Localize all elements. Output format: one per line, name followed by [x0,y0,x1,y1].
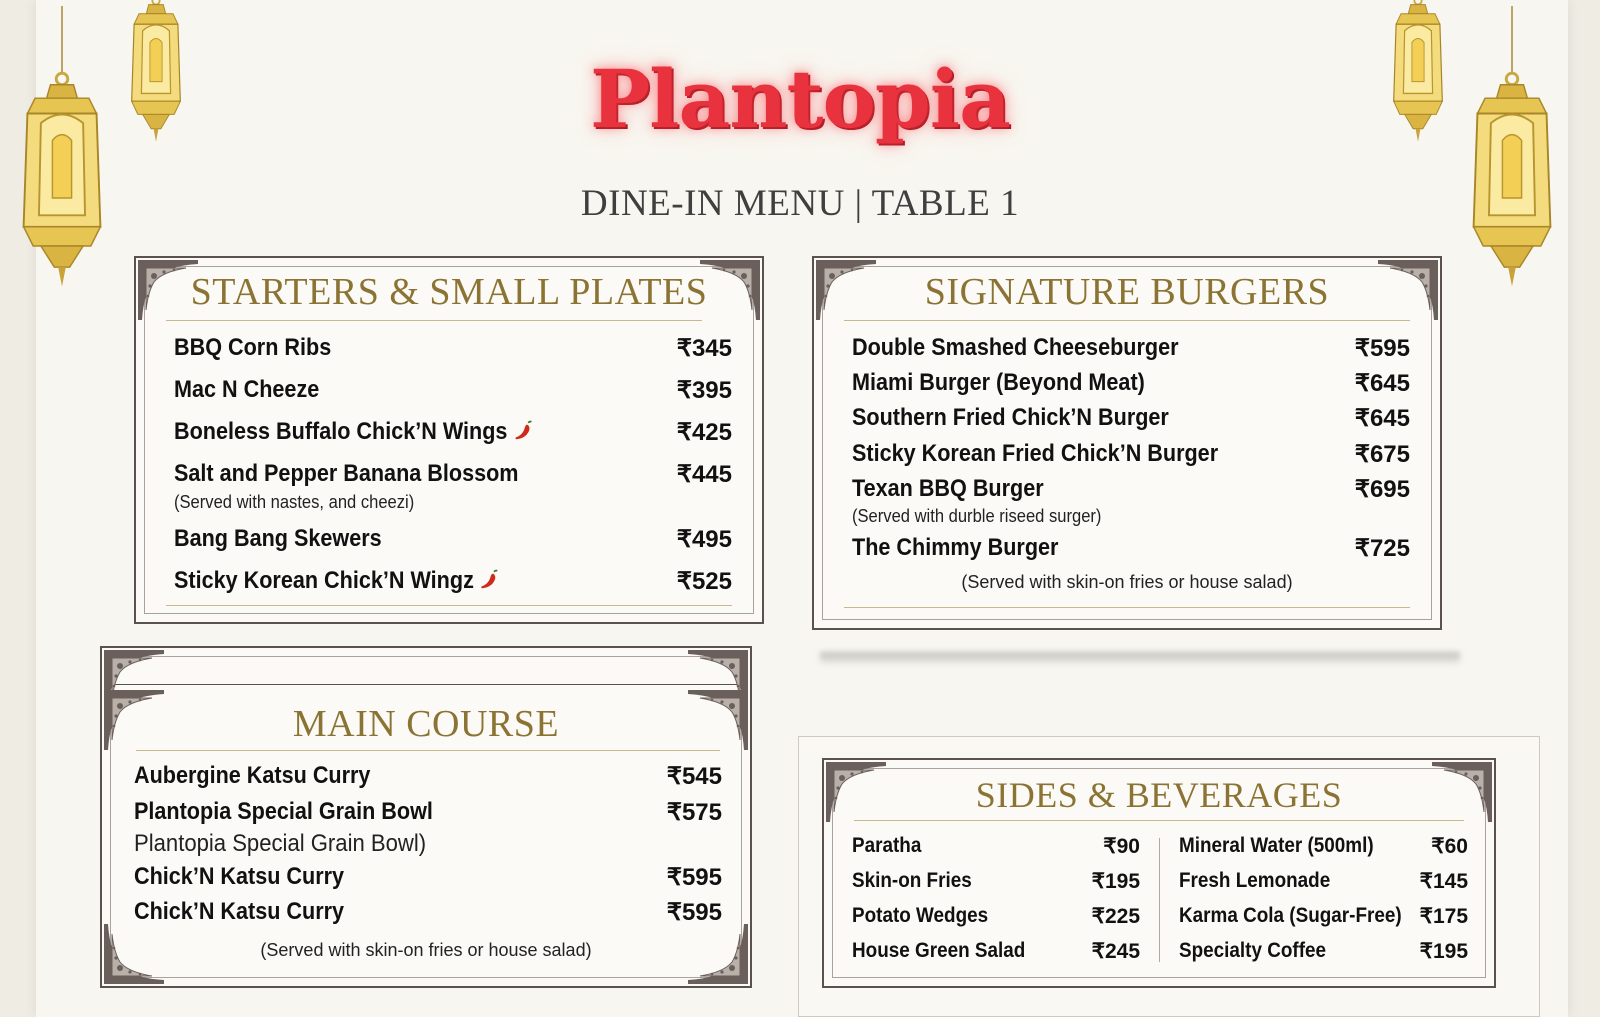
side-price: ₹245 [1091,940,1140,963]
menu-item: The Chimmy Burger [852,534,1059,561]
beverage-item: Mineral Water (500ml) [1179,834,1374,857]
chili-pepper-icon [479,569,499,591]
menu-price: ₹495 [676,526,732,553]
beverage-price: ₹195 [1419,940,1468,963]
panel-shadow [820,652,1460,666]
side-item: Paratha [852,834,922,857]
side-price: ₹195 [1091,870,1140,893]
menu-price: ₹545 [666,763,722,790]
menu-item: Aubergine Katsu Curry [134,762,371,789]
menu-price: ₹675 [1354,441,1410,468]
main-course-panel [100,646,752,988]
sides-beverages-panel [822,758,1496,988]
lantern-icon [1464,0,1560,300]
beverage-price: ₹175 [1419,905,1468,928]
menu-price: ₹695 [1354,476,1410,503]
menu-price: ₹595 [1354,335,1410,362]
side-item: Skin-on Fries [852,869,972,892]
menu-item: Chick’N Katsu Curry [134,898,345,925]
sides-title: SIDES & BEVERAGES [975,775,1343,815]
side-item: House Green Salad [852,939,1026,962]
burgers-title: SIGNATURE BURGERS [924,271,1330,313]
menu-item: Miami Burger (Beyond Meat) [852,369,1145,396]
menu-price: ₹725 [1354,535,1410,562]
restaurant-logo: Plantopia [589,52,1011,146]
menu-item: Mac N Cheeze [174,376,320,403]
beverage-price: ₹60 [1431,835,1468,858]
burgers-footer-note: (Served with skin-on fries or house salad) [961,572,1293,592]
main-course-title: MAIN COURSE [292,703,560,745]
menu-price: ₹395 [676,377,732,404]
menu-item: Double Smashed Cheeseburger [852,334,1179,361]
beverage-item: Karma Cola (Sugar-Free) [1179,904,1402,927]
menu-price: ₹525 [676,568,732,595]
starters-panel [134,256,764,624]
beverage-item: Specialty Coffee [1179,939,1327,962]
menu-item: BBQ Corn Ribs [174,334,332,361]
chili-pepper-icon [513,420,533,442]
menu-item: Salt and Pepper Banana Blossom [174,460,519,487]
menu-price: ₹425 [676,419,732,446]
burgers-panel [812,256,1442,630]
menu-item: Sticky Korean Chick’N Wingz [174,567,499,595]
starters-title: STARTERS & SMALL PLATES [190,271,708,313]
menu-item: Texan BBQ Burger [852,475,1044,502]
menu-price: ₹595 [666,864,722,891]
menu-price: ₹595 [666,899,722,926]
item-note: Plantopia Special Grain Bowl) [134,830,427,857]
side-price: ₹90 [1103,835,1140,858]
menu-item: Southern Fried Chick’N Burger [852,404,1169,431]
item-note: (Served with nastes, and cheezi) [174,492,415,512]
menu-price: ₹575 [666,799,722,826]
menu-item: Bang Bang Skewers [174,525,382,552]
menu-item: Chick’N Katsu Curry [134,863,345,890]
menu-price: ₹645 [1354,370,1410,397]
menu-price: ₹445 [676,461,732,488]
menu-item: Boneless Buffalo Chick’N Wings [174,418,533,446]
menu-item: Plantopia Special Grain Bowl [134,798,433,825]
side-price: ₹225 [1091,905,1140,928]
beverage-item: Fresh Lemonade [1179,869,1331,892]
beverage-price: ₹145 [1419,870,1468,893]
item-note: (Served with durble riseed surger) [852,506,1102,526]
side-item: Potato Wedges [852,904,989,927]
lantern-icon [14,0,110,300]
menu-subtitle: DINE-IN MENU | TABLE 1 [580,183,1020,224]
menu-price: ₹645 [1354,405,1410,432]
menu-price: ₹345 [676,335,732,362]
menu-item: Sticky Korean Fried Chick’N Burger [852,440,1219,467]
main-footer-note: (Served with skin-on fries or house salad) [260,940,592,960]
